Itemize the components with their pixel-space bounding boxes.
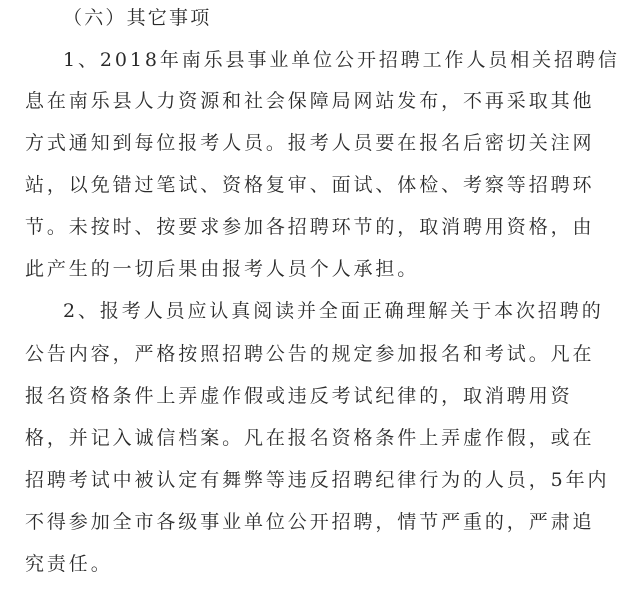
paragraph-2-line-4: 格，并记入诚信档案。凡在报名资格条件上弄虚作假，或在 [25, 427, 595, 449]
paragraph-2-line-5: 招聘考试中被认定有舞弊等违反招聘纪律行为的人员，5年内 [25, 469, 610, 491]
paragraph-1-line-1: 1、2018年南乐县事业单位公开招聘工作人员相关招聘信 [63, 49, 620, 71]
paragraph-2-line-3: 报名资格条件上弄虚作假或违反考试纪律的，取消聘用资 [25, 385, 573, 407]
paragraph-2-line-2: 公告内容，严格按照招聘公告的规定参加报名和考试。凡在 [25, 343, 595, 365]
paragraph-1-line-4: 站，以免错过笔试、资格复审、面试、体检、考察等招聘环 [25, 174, 595, 196]
paragraph-2-line-7: 究责任。 [25, 553, 113, 575]
paragraph-2-line-1: 2、报考人员应认真阅读并全面正确理解关于本次招聘的 [63, 300, 604, 322]
section-heading: （六）其它事项 [63, 7, 212, 29]
paragraph-2-line-6: 不得参加全市各级事业单位公开招聘，情节严重的，严肃追 [25, 511, 595, 533]
paragraph-1-line-3: 方式通知到每位报考人员。报考人员要在报名后密切关注网 [25, 132, 595, 154]
paragraph-1-line-2: 息在南乐县人力资源和社会保障局网站发布，不再采取其他 [25, 90, 595, 112]
paragraph-1-line-6: 此产生的一切后果由报考人员个人承担。 [25, 258, 420, 280]
paragraph-1-line-5: 节。未按时、按要求参加各招聘环节的，取消聘用资格，由 [25, 216, 595, 238]
